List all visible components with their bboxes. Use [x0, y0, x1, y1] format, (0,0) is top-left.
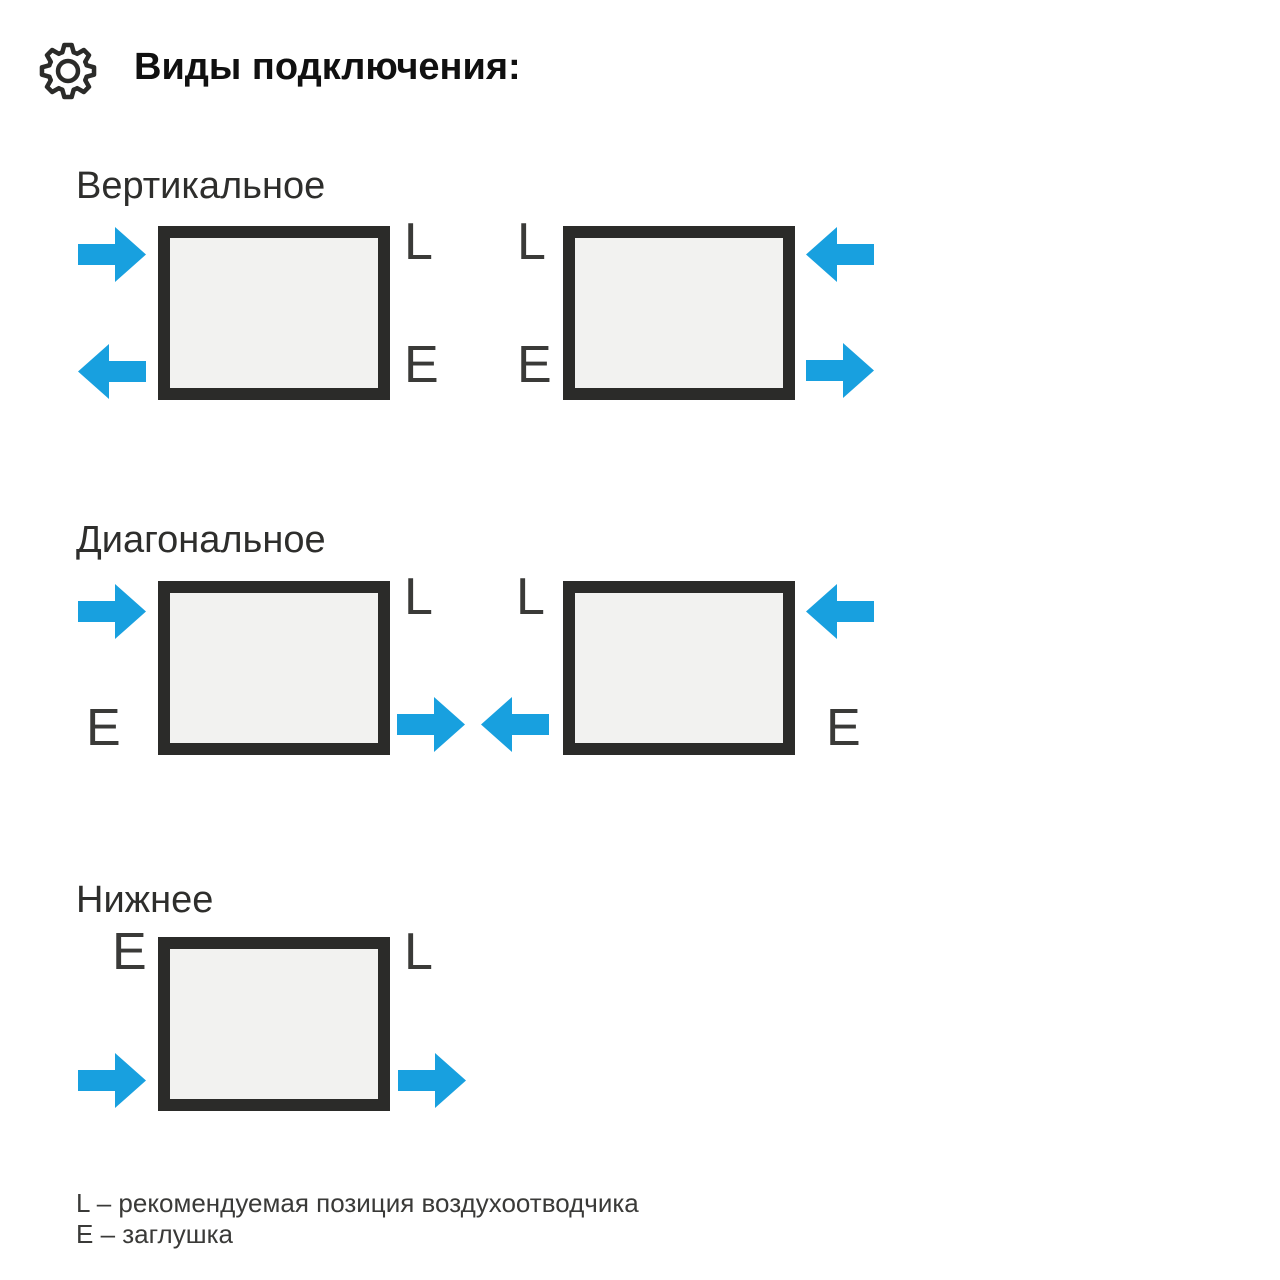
section-title-bottom: Нижнее: [76, 879, 214, 921]
radiator-body: [158, 937, 390, 1111]
page-title: Виды подключения:: [134, 46, 521, 88]
port-label-L: L: [404, 923, 433, 981]
inlet-arrow-icon: [78, 227, 146, 282]
gear-icon: [38, 42, 98, 100]
legend-line-L: L – рекомендуемая позиция воздухоотводчика: [76, 1188, 639, 1218]
port-label-L: L: [404, 213, 433, 271]
outlet-arrow-icon: [398, 1053, 466, 1108]
port-label-E: E: [86, 699, 121, 757]
outlet-arrow-icon: [397, 697, 465, 752]
gear-hole: [58, 61, 78, 81]
port-label-E: E: [826, 699, 861, 757]
inlet-arrow-icon: [78, 1053, 146, 1108]
radiator-body: [158, 581, 390, 755]
port-label-E: E: [112, 923, 147, 981]
inlet-arrow-icon: [806, 227, 874, 282]
section-title-vertical: Вертикальное: [76, 165, 326, 207]
inlet-arrow-icon: [78, 584, 146, 639]
section-title-diagonal: Диагональное: [76, 519, 326, 561]
port-label-L: L: [517, 213, 546, 271]
port-label-L: L: [404, 568, 433, 626]
port-label-L: L: [516, 568, 545, 626]
inlet-arrow-icon: [806, 584, 874, 639]
outlet-arrow-icon: [481, 697, 549, 752]
outlet-arrow-icon: [78, 344, 146, 399]
port-label-E: E: [517, 336, 552, 394]
radiator-body: [563, 581, 795, 755]
radiator-body: [158, 226, 390, 400]
outlet-arrow-icon: [806, 343, 874, 398]
legend-line-E: E – заглушка: [76, 1219, 233, 1249]
radiator-body: [563, 226, 795, 400]
port-label-E: E: [404, 336, 439, 394]
